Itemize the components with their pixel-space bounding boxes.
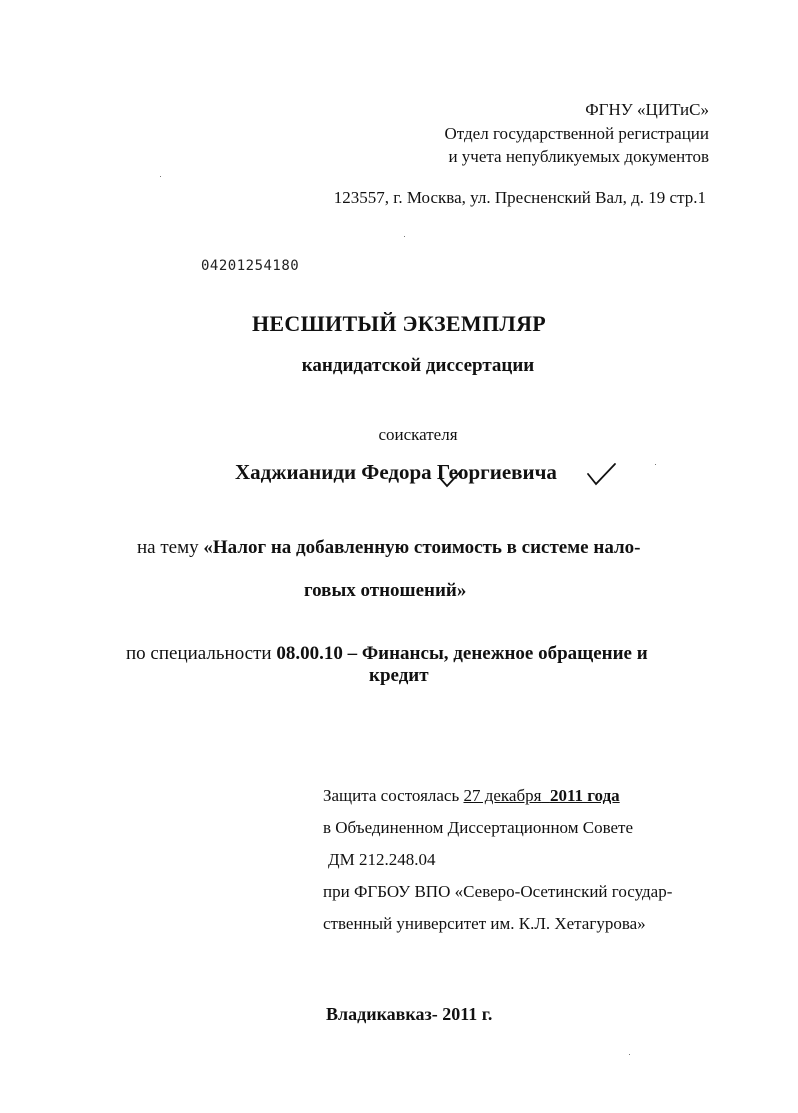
defense-institution-line2: ственный университет им. К.Л. Хетагурова» xyxy=(323,914,646,933)
specialty-line2: кредит xyxy=(369,665,429,686)
scan-speck xyxy=(629,1054,630,1055)
topic-title-line2: говых отношений» xyxy=(304,580,467,601)
city-year: Владикавказ- 2011 г. xyxy=(326,1004,493,1024)
defense-institution-line1: при ФГБОУ ВПО «Северо-Осетинский государ- xyxy=(323,882,673,901)
defense-council-line: в Объединенном Диссертационном Совете xyxy=(323,818,634,837)
document-title: НЕСШИТЫЙ ЭКЗЕМПЛЯР xyxy=(252,311,546,336)
defense-prefix: Защита состоялась xyxy=(323,786,464,805)
header-organization: ФГНУ «ЦИТиС» xyxy=(585,100,709,119)
defense-date-line xyxy=(323,785,620,807)
applicant-name: Хаджианиди Федора Георгиевича xyxy=(235,460,557,484)
specialty-line1 xyxy=(126,643,648,665)
topic-prefix: на тему xyxy=(137,537,204,558)
scan-speck xyxy=(655,464,656,465)
defense-date: 27 декабря xyxy=(463,786,542,805)
defense-council-code: ДМ 212.248.04 xyxy=(328,850,436,869)
scan-speck xyxy=(404,236,405,237)
document-subtitle: кандидатской диссертации xyxy=(301,355,535,376)
specialty-prefix: по специальности xyxy=(126,643,277,664)
header-department-line2: и учета непубликуемых документов xyxy=(448,147,709,166)
specialty-code-name: 08.00.10 – Финансы, денежное обращение и xyxy=(276,643,648,664)
registration-number: 04201254180 xyxy=(201,258,300,274)
defense-year: 2011 года xyxy=(549,786,620,805)
applicant-label: соискателя xyxy=(378,425,458,444)
check-mark-2 xyxy=(588,464,615,484)
topic-title-line1: «Налог на добавленную стоимость в системе нало- xyxy=(203,537,641,558)
topic-line1 xyxy=(137,537,640,559)
scan-speck xyxy=(160,176,161,177)
header-address: 123557, г. Москва, ул. Пресненский Вал, д. 19 стр.1 xyxy=(333,188,706,207)
header-department-line1: Отдел государственной регистрации xyxy=(444,124,709,143)
